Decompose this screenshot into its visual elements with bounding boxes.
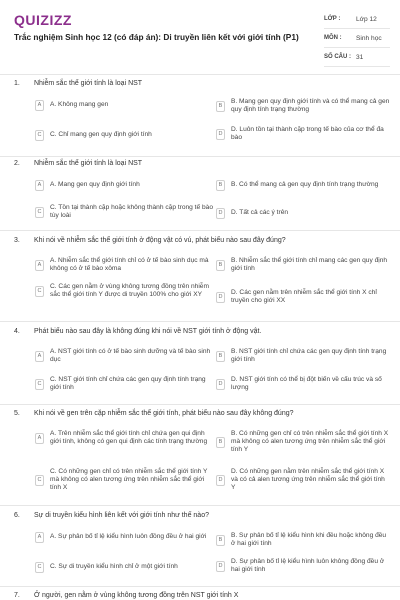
option-b[interactable] <box>216 430 390 455</box>
option-b[interactable] <box>216 257 390 273</box>
option-text: A. NST giới tính có ở tế bào sinh dưỡng và tế bào sinh dục <box>50 348 211 364</box>
meta-label: SỐ CÂU : <box>324 54 351 60</box>
question-number: 1. <box>14 80 20 87</box>
option-text: C. Các gen nằm ở vùng không tương đồng trên nhiễm sắc thể giới tính Y được di truyền 100% cho giới XY <box>50 283 209 299</box>
question-header <box>14 237 394 244</box>
option-text: A. Mang gen quy định giới tính <box>50 181 140 189</box>
option-letter-badge: B <box>216 351 225 362</box>
option-c[interactable] <box>35 376 213 392</box>
question-5 <box>0 410 400 508</box>
question-divider <box>0 156 400 157</box>
question-4 <box>0 328 400 406</box>
option-letter-badge: A <box>35 180 44 191</box>
question-divider <box>0 404 400 405</box>
option-c[interactable] <box>35 204 213 220</box>
question-divider <box>0 321 400 322</box>
option-text: A. Không mang gen <box>50 101 109 109</box>
option-a[interactable] <box>35 257 213 273</box>
question-2 <box>0 160 400 232</box>
option-a[interactable] <box>35 348 213 364</box>
option-letter-badge: B <box>216 260 225 271</box>
question-text: Ở người, gen nằm ở vùng không tương đồng trên NST giới tính X <box>34 592 239 599</box>
option-letter-badge: C <box>35 379 44 390</box>
meta-row-count <box>324 48 390 67</box>
option-letter-badge: A <box>35 351 44 362</box>
option-text: D. Luôn tồn tại thành cặp trong tế bào của cơ thể đa bào <box>231 126 384 142</box>
question-divider <box>0 586 400 587</box>
meta-panel <box>324 10 390 67</box>
question-divider <box>0 230 400 231</box>
option-letter-badge: D <box>216 292 225 303</box>
question-number: 6. <box>14 512 20 519</box>
option-text: C. Có những gen chỉ có trên nhiễm sắc thể giới tính Y mà không có alen tương ứng trên nhiễm sắc thể giới tính X <box>50 468 208 492</box>
meta-value: Lớp 12 <box>356 15 377 23</box>
option-text: C. Chỉ mang gen quy định giới tính <box>50 131 152 139</box>
option-letter-badge: D <box>216 561 225 572</box>
option-a[interactable] <box>35 180 213 191</box>
meta-label: MÔN : <box>324 35 342 41</box>
meta-row-class <box>324 10 390 29</box>
option-b[interactable] <box>216 348 390 364</box>
question-1 <box>0 80 400 156</box>
question-number: 3. <box>14 237 20 244</box>
option-text: B. Nhiễm sắc thể giới tính chỉ mang các gen quy định giới tính <box>231 257 388 273</box>
option-text: D. NST giới tính có thể bị đột biến về cấu trúc và số lượng <box>231 376 382 392</box>
option-a[interactable] <box>35 532 213 543</box>
option-letter-badge: C <box>35 207 44 218</box>
option-text: D. Sự phân bố tỉ lệ kiểu hình luôn không đồng đều ở hai giới tính <box>231 558 385 574</box>
question-text: Nhiễm sắc thể giới tính là loại NST <box>34 80 143 87</box>
option-letter-badge: B <box>216 535 225 546</box>
page-header <box>0 0 400 75</box>
option-text: D. Có những gen nằm trên nhiễm sắc thể giới tính X và có cả alen tương ứng trên nhiễm sắc thể giới tính Y <box>231 468 385 492</box>
question-text: Sự di truyền kiểu hình liên kết với giới tính như thế nào? <box>34 512 209 519</box>
option-text: C. Tồn tại thành cặp hoặc không thành cặp trong tế bào tùy loài <box>50 204 214 220</box>
option-b[interactable] <box>216 98 390 114</box>
option-letter-badge: A <box>35 260 44 271</box>
option-text: D. Tất cả các ý trên <box>231 209 289 217</box>
option-letter-badge: C <box>35 475 44 486</box>
option-c[interactable] <box>35 562 213 573</box>
question-text: Khi nói về gen trên cặp nhiễm sắc thể giới tính, phát biểu nào sau đây không đúng? <box>34 410 294 417</box>
question-header <box>14 592 394 599</box>
option-letter-badge: C <box>35 130 44 141</box>
option-d[interactable] <box>216 468 390 493</box>
option-text: A. Nhiễm sắc thể giới tính chỉ có ở tế bào sinh dục mà không có ở tế bào xôma <box>50 257 209 273</box>
question-7 <box>0 592 400 600</box>
question-divider <box>0 505 400 506</box>
question-3 <box>0 237 400 325</box>
option-text: A. Trên nhiễm sắc thể giới tính chỉ chứa gen qui định giới tính, không có gen qui định các tính trạng thường <box>50 430 208 446</box>
option-text: B. Mang gen quy định giới tính và có thể mang cả gen quy định tính trạng thường <box>231 98 390 114</box>
option-letter-badge: B <box>216 101 225 112</box>
question-number: 5. <box>14 410 20 417</box>
option-letter-badge: A <box>35 532 44 543</box>
question-text: Khi nói về nhiễm sắc thể giới tính ở động vật có vú, phát biểu nào sau đây đúng? <box>34 237 286 244</box>
option-letter-badge: A <box>35 433 44 444</box>
option-text: B. Có những gen chỉ có trên nhiễm sắc thể giới tính X mà không có alen tương ứng trên nhiễm sắc thể giới tính Y <box>231 430 389 454</box>
option-text: B. NST giới tính chỉ chứa các gen quy định tính trạng giới tính <box>231 348 387 364</box>
meta-value: Sinh học <box>356 34 382 42</box>
question-header <box>14 80 394 87</box>
question-text: Phát biểu nào sau đây là không đúng khi nói về NST giới tính ở động vật. <box>34 328 262 335</box>
option-a[interactable] <box>35 430 213 446</box>
option-letter-badge: D <box>216 475 225 486</box>
option-d[interactable] <box>216 376 390 392</box>
option-letter-badge: C <box>35 286 44 297</box>
question-number: 7. <box>14 592 20 599</box>
option-letter-badge: C <box>35 562 44 573</box>
meta-row-subject <box>324 29 390 48</box>
option-c[interactable] <box>35 130 213 141</box>
option-c[interactable] <box>35 468 213 493</box>
option-d[interactable] <box>216 126 390 142</box>
question-number: 2. <box>14 160 20 167</box>
option-text: C. NST giới tính chỉ chứa các gen quy định tính trạng giới tính <box>50 376 206 392</box>
page-title: Trắc nghiệm Sinh học 12 (có đáp án): Di truyền liên kết với giới tính (P1) <box>14 32 299 42</box>
option-b[interactable] <box>216 532 390 548</box>
option-d[interactable] <box>216 289 390 305</box>
option-d[interactable] <box>216 208 390 219</box>
option-text: C. Sự di truyền kiểu hình chỉ ở một giới tính <box>50 563 178 571</box>
question-text: Nhiễm sắc thể giới tính là loại NST <box>34 160 143 167</box>
option-text: A. Sự phân bố tỉ lệ kiểu hình luôn đồng đều ở hai giới <box>50 533 207 541</box>
question-header <box>14 512 394 519</box>
meta-label: LỚP : <box>324 16 341 22</box>
question-6 <box>0 512 400 586</box>
option-letter-badge: D <box>216 129 225 140</box>
option-d[interactable] <box>216 558 390 574</box>
logo: QUIZIZZ <box>14 12 72 28</box>
question-number: 4. <box>14 328 20 335</box>
option-text: B. Sự phân bố tỉ lệ kiểu hình khi đều hoặc không đều ở hai giới tính <box>231 532 387 548</box>
option-a[interactable] <box>35 100 213 111</box>
question-header <box>14 328 394 335</box>
option-letter-badge: B <box>216 180 225 191</box>
option-text: D. Các gen nằm trên nhiễm sắc thể giới tính X chỉ truyền cho giới XX <box>231 289 377 305</box>
option-c[interactable] <box>35 283 213 299</box>
question-header <box>14 160 394 167</box>
option-letter-badge: D <box>216 379 225 390</box>
option-letter-badge: A <box>35 100 44 111</box>
option-letter-badge: B <box>216 437 225 448</box>
option-b[interactable] <box>216 180 390 191</box>
meta-value: 31 <box>356 53 364 61</box>
question-header <box>14 410 394 417</box>
option-text: B. Có thể mang cả gen quy định tính trạng thường <box>231 181 379 189</box>
option-letter-badge: D <box>216 208 225 219</box>
